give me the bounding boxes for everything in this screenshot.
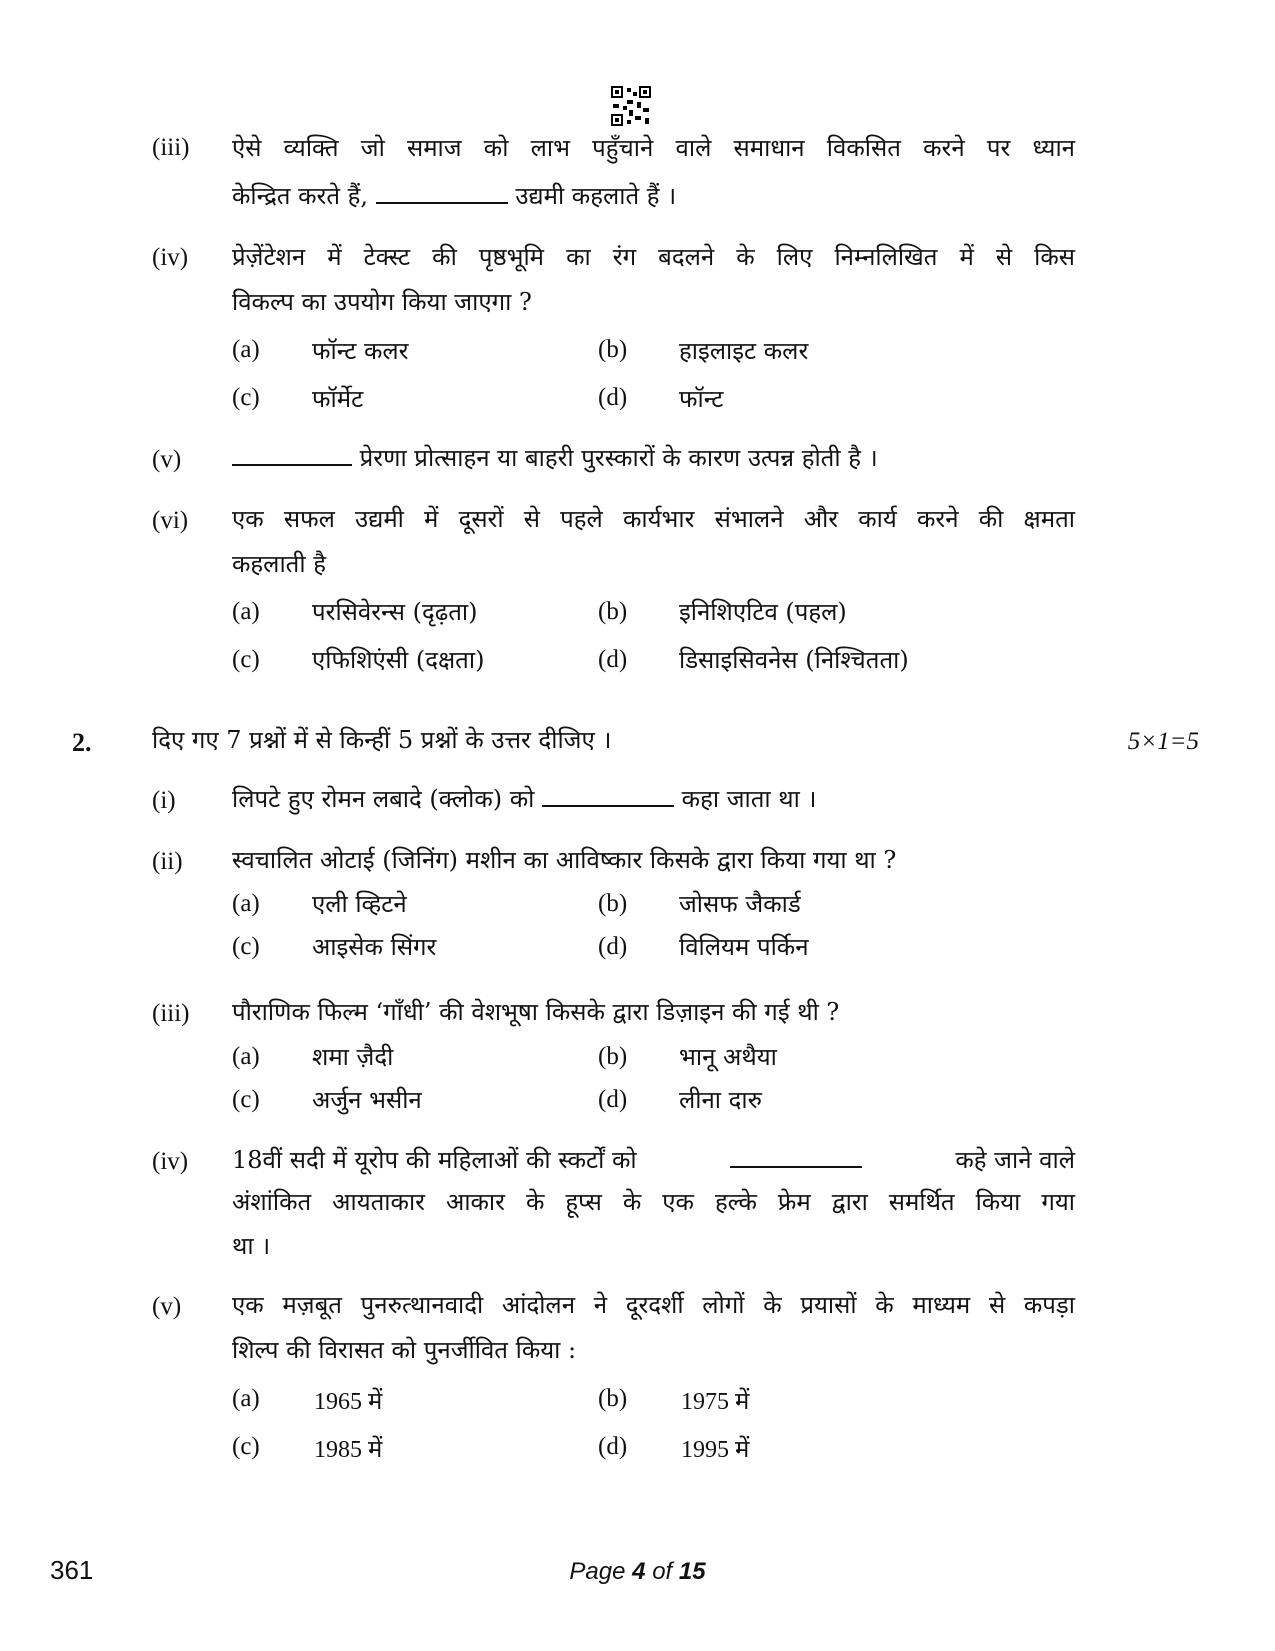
option-label: (a)	[232, 1043, 260, 1070]
option-text: डिसाइसिवनेस (निश्चितता)	[679, 646, 909, 674]
question-text: एक मज़बूत पुनरुत्थानवादी आंदोलन ने दूरदर्शी लोगों के प्रयासों के माध्यम से कपड़ा	[232, 1291, 1075, 1319]
question-text: स्वचालित ओटाई (जिनिंग) मशीन का आविष्कार किसके द्वारा किया गया था ?	[232, 846, 897, 874]
question-text-line2: कहलाती है	[232, 550, 326, 578]
question-text-line	[232, 1138, 1075, 1183]
option-label: (c)	[232, 384, 260, 411]
option-text: अर्जुन भसीन	[312, 1086, 422, 1114]
option-label: (c)	[232, 646, 260, 673]
option-text: 1975 में	[681, 1389, 750, 1415]
section-instruction: दिए गए 7 प्रश्नों में से किन्हीं 5 प्रश्नों के उत्तर दीजिए ।	[152, 726, 612, 754]
option-text: फॉर्मेट	[312, 385, 364, 413]
question-number: (iv)	[152, 244, 189, 271]
option-text: परसिवेरन्स (दृढ़ता)	[312, 598, 478, 626]
page-of: of	[652, 1558, 673, 1585]
option-text: फॉन्ट	[679, 385, 724, 413]
subject-code: 361	[50, 1555, 94, 1585]
fill-blank	[730, 1146, 862, 1168]
question-number: (vi)	[152, 507, 189, 534]
page-current: 4	[632, 1558, 646, 1585]
question-text: एक सफल उद्यमी में दूसरों से पहले कार्यभार संभालने और कार्य करने की क्षमता	[232, 505, 1075, 533]
option-label: (b)	[598, 598, 628, 625]
option-label: (b)	[598, 336, 628, 363]
option-label: (b)	[598, 1385, 628, 1412]
marks-label: 5×1=5	[1127, 728, 1199, 755]
option-text: विलियम पर्किन	[679, 933, 809, 961]
question-number: (iv)	[152, 1148, 189, 1175]
question-text-part: प्रेरणा प्रोत्साहन या बाहरी पुरस्कारों के कारण उत्पन्न होती है ।	[359, 444, 878, 472]
question-text-part: कहा जाता था ।	[681, 785, 817, 813]
option-label: (b)	[598, 890, 628, 917]
option-label: (a)	[232, 890, 260, 917]
question-text: ऐसे व्यक्ति जो समाज को लाभ पहुँचाने वाले समाधान विकसित करने पर ध्यान	[232, 134, 1075, 162]
question-number: (v)	[152, 1293, 182, 1320]
option-label: (a)	[232, 1385, 260, 1412]
option-text: एफिशिएंसी (दक्षता)	[312, 646, 485, 674]
question-text-part: केन्द्रित करते हैं,	[232, 182, 369, 210]
fill-blank	[232, 444, 352, 466]
question-text-line3: था ।	[232, 1232, 271, 1260]
option-label: (a)	[232, 336, 260, 363]
option-text: जोसफ जैकार्ड	[679, 890, 801, 918]
option-text: शमा ज़ैदी	[312, 1043, 394, 1071]
option-text: 1985 में	[314, 1437, 383, 1463]
option-text: 1995 में	[681, 1437, 750, 1463]
option-text: एली व्हिटने	[312, 890, 407, 918]
option-text: 1965 में	[314, 1389, 383, 1415]
option-label: (c)	[232, 933, 260, 960]
option-label: (b)	[598, 1043, 628, 1070]
question-text-line2: विकल्प का उपयोग किया जाएगा ?	[232, 288, 532, 316]
option-label: (d)	[598, 1086, 628, 1113]
qr-code-icon	[611, 86, 651, 126]
question-text: प्रेज़ेंटेशन में टेक्स्ट की पृष्ठभूमि का रंग बदलने के लिए निम्नलिखित में से किस	[232, 243, 1075, 271]
option-text: फॉन्ट कलर	[312, 337, 409, 365]
question-text-part: 18वीं सदी में यूरोप की महिलाओं की स्कर्टों को	[232, 1146, 637, 1174]
option-label: (d)	[598, 1433, 628, 1460]
option-text: इनिशिएटिव (पहल)	[679, 598, 847, 626]
question-text-line	[232, 436, 878, 481]
question-number: (iii)	[152, 1000, 190, 1027]
question-number: (iii)	[152, 134, 190, 161]
option-label: (d)	[598, 384, 628, 411]
question-text-line	[232, 777, 817, 822]
question-text-line2: अंशांकित आयताकार आकार के हूप्स के एक हल्के फ्रेम द्वारा समर्थित किया गया	[232, 1188, 1075, 1216]
option-text: लीना दारु	[679, 1086, 762, 1114]
question-main-number: 2.	[72, 728, 92, 757]
option-text: आइसेक सिंगर	[312, 933, 437, 961]
question-text-line2	[232, 174, 1075, 219]
option-text: भानू अथैया	[679, 1043, 777, 1071]
option-label: (c)	[232, 1086, 260, 1113]
question-text-part: कहे जाने वाले	[955, 1146, 1075, 1174]
question-text-part: उद्यमी कहलाते हैं ।	[515, 182, 677, 210]
option-label: (c)	[232, 1433, 260, 1460]
page-indicator	[0, 1558, 1275, 1586]
question-number: (i)	[152, 787, 176, 814]
fill-blank	[376, 182, 508, 204]
question-number: (ii)	[152, 848, 183, 875]
page-prefix: Page	[569, 1558, 626, 1585]
question-text-line2: शिल्प की विरासत को पुनर्जीवित किया :	[232, 1336, 577, 1364]
option-text: हाइलाइट कलर	[679, 337, 809, 365]
question-text-part: लिपटे हुए रोमन लबादे (क्लोक) को	[232, 785, 535, 813]
option-label: (a)	[232, 598, 260, 625]
option-label: (d)	[598, 646, 628, 673]
question-text: पौराणिक फिल्म ‘गाँधी’ की वेशभूषा किसके द्वारा डिज़ाइन की गई थी ?	[232, 998, 840, 1026]
option-label: (d)	[598, 933, 628, 960]
fill-blank	[542, 785, 674, 807]
question-number: (v)	[152, 446, 182, 473]
page-total: 15	[678, 1558, 706, 1585]
